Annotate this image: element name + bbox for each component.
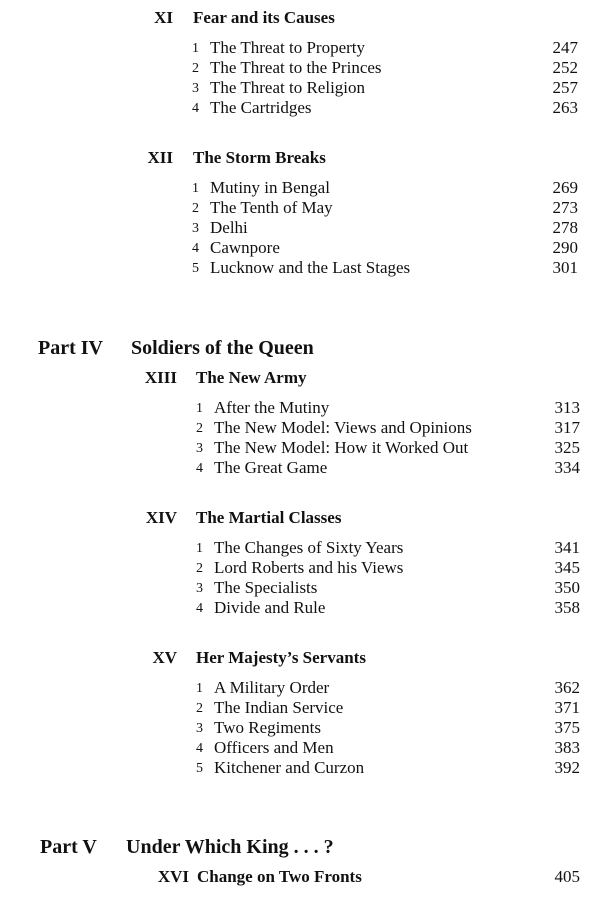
entry-title: Cawnpore	[210, 238, 280, 257]
toc-entry	[192, 38, 578, 58]
entry-title: The Cartridges	[210, 98, 312, 117]
entry-number: 1	[192, 41, 199, 56]
entry-page-number: 341	[554, 538, 580, 557]
entry-page-number: 257	[552, 78, 578, 97]
toc-entry	[196, 698, 580, 718]
toc-entry	[192, 218, 578, 238]
entry-title: Lord Roberts and his Views	[214, 558, 404, 577]
entry-number: 3	[196, 581, 203, 596]
part-title: Under Which King . . . ?	[126, 836, 334, 858]
entry-title: The Changes of Sixty Years	[214, 538, 404, 557]
entry-page-number: 371	[554, 698, 580, 717]
toc-entry	[196, 578, 580, 598]
entry-title: Kitchener and Curzon	[214, 758, 365, 777]
toc-entry	[196, 598, 580, 618]
entry-title: Mutiny in Bengal	[210, 178, 330, 197]
entry-number: 3	[196, 721, 203, 736]
chapter-number: XIV	[145, 508, 177, 527]
entry-page-number: 290	[552, 238, 578, 257]
entry-page-number: 325	[554, 438, 580, 457]
toc-entry	[192, 58, 578, 78]
entry-number: 2	[196, 421, 203, 436]
entry-title: The Indian Service	[214, 698, 344, 717]
entry-title: After the Mutiny	[214, 398, 330, 417]
entry-page-number: 392	[554, 758, 580, 777]
entry-page-number: 313	[554, 398, 580, 417]
chapter-number: XV	[152, 648, 177, 667]
entry-number: 4	[192, 101, 199, 116]
toc-entry	[196, 418, 580, 438]
entry-title: The Great Game	[214, 458, 328, 477]
toc-entry	[196, 558, 580, 578]
entry-page-number: 334	[554, 458, 580, 477]
chapter-number: XIII	[144, 368, 177, 387]
entry-number: 2	[196, 561, 203, 576]
entry-page-number: 362	[554, 678, 580, 697]
entry-number: 2	[196, 701, 203, 716]
toc-entry	[192, 178, 578, 198]
entry-number: 4	[196, 741, 203, 756]
part-number: Part IV	[38, 337, 103, 359]
toc-entry	[196, 538, 580, 558]
entry-number: 3	[196, 441, 203, 456]
toc-entry	[192, 258, 578, 278]
entry-title: Divide and Rule	[214, 598, 326, 617]
chapter-heading-xiii	[0, 368, 600, 390]
part-title: Soldiers of the Queen	[131, 337, 314, 359]
entry-page-number: 273	[552, 198, 578, 217]
entry-title: Officers and Men	[214, 738, 334, 757]
entry-number: 4	[196, 601, 203, 616]
chapter-heading-xiv	[0, 508, 600, 530]
toc-entry	[192, 198, 578, 218]
entry-page-number: 383	[554, 738, 580, 757]
entry-title: The Threat to the Princes	[210, 58, 382, 77]
toc-entry	[196, 718, 580, 738]
entry-page-number: 301	[552, 258, 578, 277]
entry-number: 4	[196, 461, 203, 476]
chapter-number: XII	[147, 148, 173, 167]
toc-entry	[196, 758, 580, 778]
chapter-page-number: 405	[554, 867, 580, 886]
chapter-heading-xv	[0, 648, 600, 670]
chapter-title: Change on Two Fronts	[197, 867, 362, 886]
toc-entry	[192, 98, 578, 118]
entry-title: The Specialists	[214, 578, 318, 597]
toc-entry	[196, 738, 580, 758]
entry-title: The New Model: Views and Opinions	[214, 418, 472, 437]
entry-number: 3	[192, 81, 199, 96]
part-heading-v	[0, 836, 600, 862]
part-number: Part V	[40, 836, 97, 858]
entry-title: A Military Order	[214, 678, 330, 697]
entry-page-number: 375	[554, 718, 580, 737]
chapter-title: The Storm Breaks	[193, 148, 326, 167]
entry-title: Delhi	[210, 218, 248, 237]
entry-page-number: 269	[552, 178, 578, 197]
entry-page-number: 247	[552, 38, 578, 57]
chapter-title: The Martial Classes	[196, 508, 342, 527]
entry-page-number: 252	[552, 58, 578, 77]
toc-entry	[192, 238, 578, 258]
entry-number: 2	[192, 201, 199, 216]
chapter-heading-xvi	[0, 867, 600, 889]
toc-entry	[196, 398, 580, 418]
toc-entry	[196, 678, 580, 698]
entry-page-number: 263	[552, 98, 578, 117]
entry-page-number: 317	[554, 418, 580, 437]
entry-page-number: 358	[554, 598, 580, 617]
chapter-number: XVI	[157, 867, 189, 886]
chapter-heading-xi	[0, 8, 600, 30]
toc-entry	[196, 458, 580, 478]
entry-number: 5	[196, 761, 203, 776]
entry-number: 1	[196, 681, 203, 696]
chapter-heading-xii	[0, 148, 600, 170]
entry-title: The Threat to Property	[210, 38, 366, 57]
part-heading-iv	[0, 337, 600, 363]
entry-number: 4	[192, 241, 199, 256]
entry-page-number: 345	[554, 558, 580, 577]
entry-page-number: 350	[554, 578, 580, 597]
entry-number: 3	[192, 221, 199, 236]
entry-title: Two Regiments	[214, 718, 321, 737]
entry-title: Lucknow and the Last Stages	[210, 258, 411, 277]
entry-number: 2	[192, 61, 199, 76]
chapter-number: XI	[154, 8, 173, 27]
entry-number: 1	[196, 401, 203, 416]
entry-title: The Tenth of May	[210, 198, 333, 217]
chapter-title: Her Majesty’s Servants	[196, 648, 366, 667]
entry-number: 1	[192, 181, 199, 196]
toc-entry	[196, 438, 580, 458]
entry-title: The New Model: How it Worked Out	[214, 438, 469, 457]
chapter-title: Fear and its Causes	[193, 8, 335, 27]
entry-title: The Threat to Religion	[210, 78, 366, 97]
chapter-title: The New Army	[196, 368, 307, 387]
entry-number: 1	[196, 541, 203, 556]
entry-page-number: 278	[552, 218, 578, 237]
toc-entry	[192, 78, 578, 98]
entry-number: 5	[192, 261, 199, 276]
